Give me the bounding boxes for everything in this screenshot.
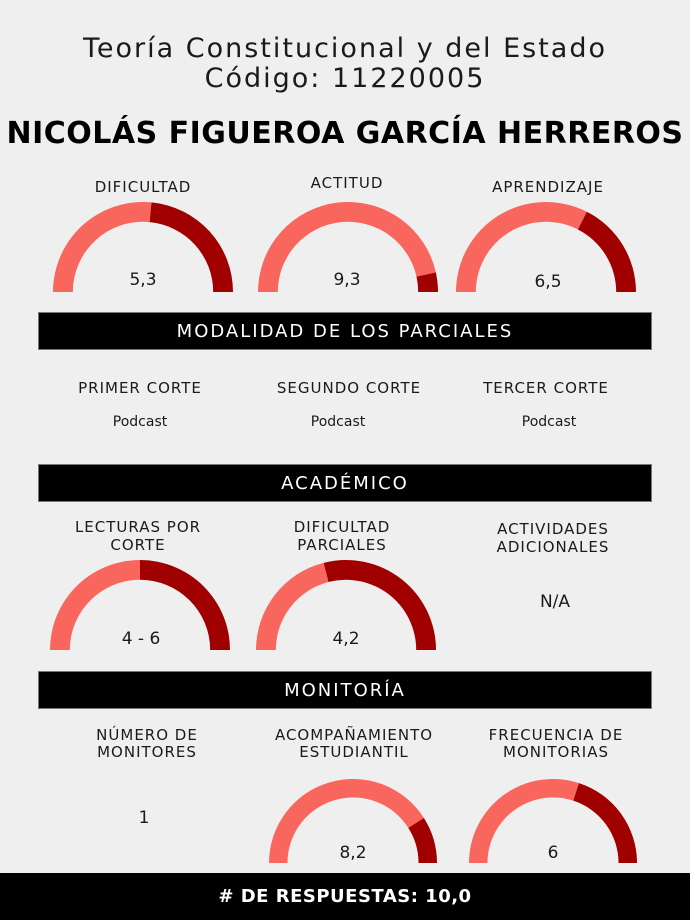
dificultad-label: DIFICULTAD	[94, 178, 192, 196]
actividades-label-1: ACTIVIDADES	[497, 520, 609, 538]
responses-footer: # DE RESPUESTAS: 10,0	[0, 873, 690, 920]
professor-name: NICOLÁS FIGUEROA GARCÍA HERREROS	[6, 116, 684, 151]
frecuencia-label-1: FRECUENCIA DE	[488, 726, 624, 744]
aprendizaje-value: 6,5	[534, 272, 562, 292]
tercer-corte-label: TERCER CORTE	[483, 379, 609, 397]
frecuencia-value: 6	[547, 843, 559, 863]
numero-monitores-value: 1	[138, 808, 150, 828]
dificultad-value: 5,3	[129, 270, 157, 290]
numero-monitores-label-1: NÚMERO DE	[96, 726, 198, 744]
dificultad-parciales-label-2: PARCIALES	[297, 536, 387, 554]
actitud-label: ACTITUD	[310, 174, 384, 192]
frecuencia-label-2: MONITORIAS	[503, 743, 609, 761]
segundo-corte-value: Podcast	[310, 414, 366, 430]
primer-corte-value: Podcast	[112, 414, 168, 430]
lecturas-label-2: CORTE	[110, 536, 166, 554]
lecturas-label-1: LECTURAS POR	[74, 518, 202, 536]
dificultad-parciales-value: 4,2	[332, 629, 360, 649]
modalidad-section-bar: MODALIDAD DE LOS PARCIALES	[38, 312, 652, 350]
actividades-value: N/A	[539, 592, 571, 612]
numero-monitores-label-2: MONITORES	[97, 743, 197, 761]
primer-corte-label: PRIMER CORTE	[78, 379, 202, 397]
tercer-corte-value: Podcast	[521, 414, 577, 430]
acompanamiento-value: 8,2	[339, 843, 367, 863]
actitud-value: 9,3	[333, 270, 361, 290]
dificultad-parciales-label-1: DIFICULTAD	[293, 518, 391, 536]
course-code: Código: 11220005	[204, 63, 486, 94]
lecturas-value: 4 - 6	[121, 629, 161, 649]
acompanamiento-label-2: ESTUDIANTIL	[299, 743, 409, 761]
course-title: Teoría Constitucional y del Estado	[82, 33, 608, 64]
acompanamiento-label-1: ACOMPAÑAMIENTO	[274, 726, 434, 744]
actividades-label-2: ADICIONALES	[496, 538, 610, 556]
monitoria-section-bar: MONITORÍA	[38, 671, 652, 709]
aprendizaje-label: APRENDIZAJE	[492, 178, 604, 196]
academico-section-bar: ACADÉMICO	[38, 464, 652, 502]
segundo-corte-label: SEGUNDO CORTE	[276, 379, 422, 397]
